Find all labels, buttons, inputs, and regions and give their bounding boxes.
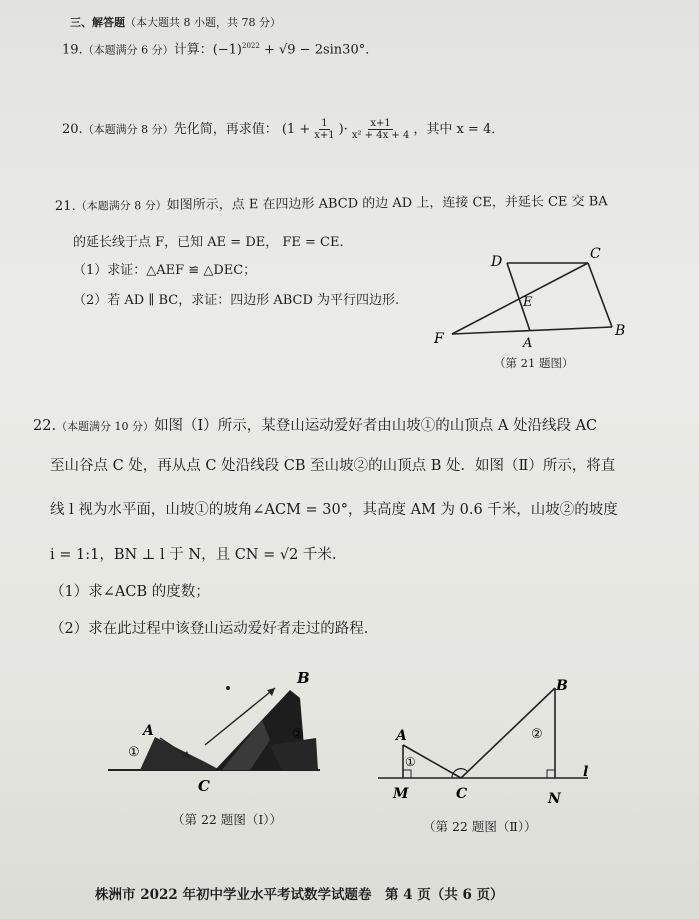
q19-number: 19. xyxy=(62,42,83,58)
q22-caption-1: （第 22 题图（Ⅰ）） xyxy=(172,812,283,827)
q22-line4: i = 1:1，BN ⊥ l 于 N，且 CN = √2 千米. xyxy=(50,547,337,563)
fig2-label-l: l xyxy=(583,764,589,780)
section-title: 三、解答题 xyxy=(70,16,125,29)
q21-part2: （2）若 AD ∥ BC，求证：四边形 ABCD 为平行四边形. xyxy=(73,293,400,308)
q20-expr-close: )· xyxy=(338,122,348,137)
fig2-label-c: C xyxy=(456,786,468,802)
fig1-slope-2: ② xyxy=(292,727,304,742)
q22-line3: 线 l 视为水平面，山坡①的坡角∠ACM = 30°，其高度 AM 为 0.6 千米，山坡②的坡度 xyxy=(50,502,618,518)
q19-score: （本题满分 6 分） xyxy=(82,43,174,57)
fig2-label-m: M xyxy=(393,786,409,802)
q20-f2-denominator: x² + 4x + 4 xyxy=(351,130,410,141)
q20-f1-denominator: x+1 xyxy=(314,130,335,141)
q19-rest: + √9 − 2sin30°． xyxy=(259,42,379,58)
q20-score: （本题满分 8 分） xyxy=(82,123,174,136)
fig1-label-b: B xyxy=(297,669,310,687)
fig1-label-c: C xyxy=(198,777,210,795)
fig2-label-b: B xyxy=(556,678,568,694)
fig2-label-n: N xyxy=(548,791,561,807)
label-e: E xyxy=(523,295,533,310)
right-angle-n xyxy=(547,770,555,778)
q21-part1: （1）求证：△AEF ≌ △DEC； xyxy=(73,263,257,278)
q20-f1-numerator: 1 xyxy=(321,118,328,129)
q22-score: （本题满分 10 分） xyxy=(56,420,155,433)
q20-f2-numerator: x+1 xyxy=(370,118,391,129)
q22-caption-2: （第 22 题图（Ⅱ）） xyxy=(423,819,537,834)
label-d: D xyxy=(491,254,503,270)
q19-text: 计算：(−1) xyxy=(173,42,242,58)
q22-part1: （1）求∠ACB 的度数； xyxy=(50,584,210,600)
fig2-label-a: A xyxy=(396,728,407,744)
label-a: A xyxy=(523,336,533,351)
q21-line2: 的延长线于点 F，已知 AE = DE， FE = CE． xyxy=(73,235,353,250)
q21-number: 21. xyxy=(54,198,76,214)
q21-caption: （第 21 题图） xyxy=(494,356,574,370)
q22-part2: （2）求在此过程中该登山运动爱好者走过的路程. xyxy=(50,621,369,637)
label-f: F xyxy=(434,331,444,347)
label-b: B xyxy=(615,323,626,339)
fig1-slope-1: ① xyxy=(128,745,140,760)
label-c: C xyxy=(590,246,601,262)
q21-line1-text: 如图所示，点 E 在四边形 ABCD 的边 AD 上，连接 CE，并延长 CE 交 BA xyxy=(166,194,608,214)
q20-number: 20. xyxy=(62,122,83,137)
q20-tail: ，其中 x = 4． xyxy=(413,122,505,137)
section-note: （本大题共 8 小题，共 78 分） xyxy=(125,16,281,29)
right-angle-m xyxy=(403,770,411,778)
q20-expr-open: (1 + xyxy=(281,122,311,137)
q22-number: 22. xyxy=(33,418,57,434)
fig2-slope-1: ① xyxy=(405,755,416,769)
fig1-label-a: A xyxy=(143,723,154,739)
fig2-slope-2: ② xyxy=(531,727,543,742)
page-footer: 株洲市 2022 年初中学业水平考试数学试题卷 第 4 页（共 6 页） xyxy=(95,887,504,903)
q19-exponent: 2022 xyxy=(242,42,260,50)
q22-line1-text: 如图（Ⅰ）所示，某登山运动爱好者由山坡①的山顶点 A 处沿线段 AC xyxy=(154,418,598,434)
q22-line2: 至山谷点 C 处，再从点 C 处沿线段 CB 至山坡②的山顶点 B 处．如图（Ⅱ）所示，将直 xyxy=(50,458,616,474)
q21-score: （本题满分 8 分） xyxy=(75,199,167,213)
q20-text: 先化简，再求值： xyxy=(173,122,278,137)
